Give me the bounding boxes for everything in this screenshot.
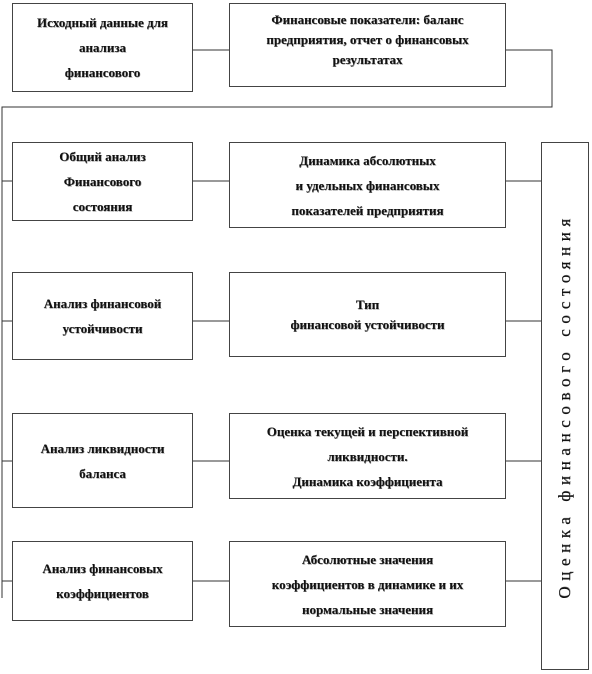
box-financial-indicators (229, 3, 506, 87)
box-ratio-analysis-text: Анализ финансовых коэффициентов (42, 561, 163, 601)
box-general-analysis-text: Общий анализ Финансового состояния (59, 149, 146, 214)
box-stability-analysis-text: Анализ финансовой устойчивости (43, 296, 162, 336)
box-liquidity-assessment-text: Оценка текущей и перспективной ликвидности. Динамика коэффициента (266, 423, 469, 489)
box-source-data (12, 3, 193, 92)
box-stability-type (229, 272, 506, 357)
box-dynamics-text: Динамика абсолютных и удельных финансовых показателей предприятия (291, 152, 444, 218)
box-source-data-text: Исходный данные для анализа финансового (37, 15, 168, 80)
box-liquidity-assessment (229, 413, 506, 499)
box-absolute-values (229, 541, 506, 627)
box-financial-indicators-text: Финансовые показатели: баланс предприятия, отчет о финансовых результатах (266, 12, 469, 67)
box-liquidity-analysis (12, 413, 193, 508)
box-financial-assessment (541, 142, 589, 670)
box-stability-type-text: Тип финансовой устойчивости (290, 296, 445, 332)
box-absolute-values-text: Абсолютные значения коэффициентов в динамике и их нормальные значения (271, 551, 464, 617)
box-dynamics (229, 142, 506, 228)
side-label: Оценка финансового состояния (555, 213, 574, 599)
box-stability-analysis (12, 272, 193, 360)
box-ratio-analysis (12, 541, 193, 621)
box-liquidity-analysis-text: Анализ ликвидности баланса (40, 440, 165, 481)
box-general-analysis (12, 142, 193, 221)
